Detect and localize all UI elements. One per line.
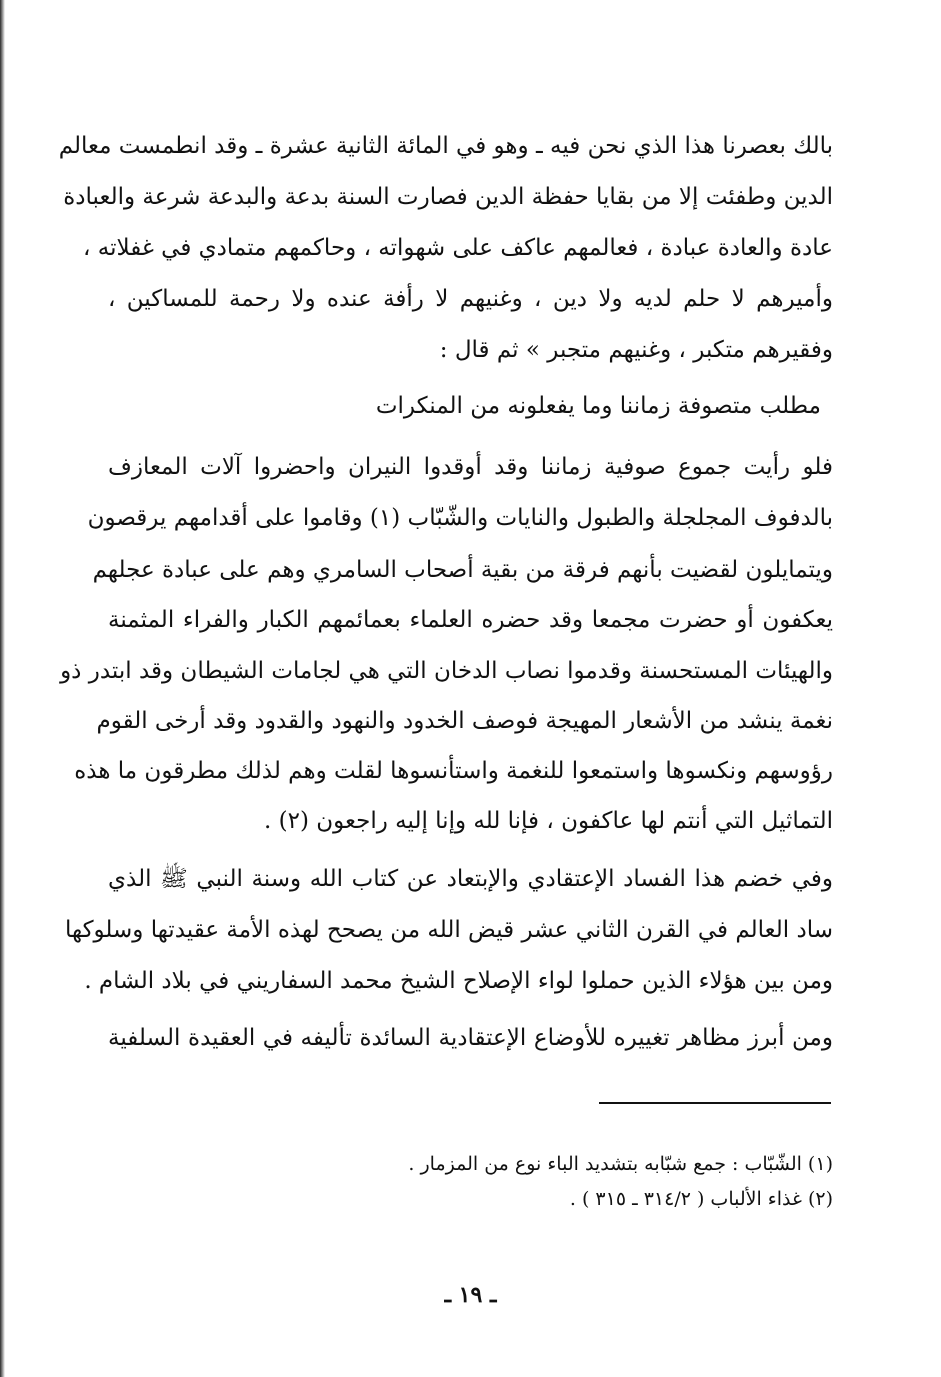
footnote-2: (٢) غذاء الألباب ( ٣١٤/٢ ـ ٣١٥ ) .: [569, 1188, 833, 1210]
body-line: ومن أبرز مظاهر تغييره للأوضاع الإعتقادية السائدة تأليفه في العقيدة السلفية: [108, 1025, 833, 1051]
body-line: والهيئات المستحسنة وقدموا نصاب الدخان التي هي لجامات الشيطان وقد ابتدر ذو: [60, 658, 833, 684]
body-line: الدين وطفئت إلا من بقايا حفظة الدين فصارت السنة بدعة والبدعة شرعة والعبادة: [63, 184, 833, 210]
footnote-1: (١) الشّبّاب : جمع شبّابه بتشديد الباء نوع من المزمار .: [408, 1153, 833, 1175]
body-line: وفقيرهم متكبر ، وغنيهم متجبر » ثم قال :: [439, 337, 833, 363]
body-line: ساد العالم في القرن الثاني عشر قيض الله من يصحح لهذه الأمة عقيدتها وسلوكها: [64, 917, 833, 943]
body-line: رؤوسهم ونكسوها واستمعوا للنغمة واستأنسوها لقلت وهم لذلك مطرقون ما هذه: [74, 758, 833, 784]
body-line: التماثيل التي أنتم لها عاكفون ، فإنا لله وإنا إليه راجعون (٢) .: [264, 808, 833, 834]
section-heading: مطلب متصوفة زماننا وما يفعلونه من المنكرات: [375, 393, 821, 419]
body-line: وفي خضم هذا الفساد الإعتقادي والإبتعاد عن كتاب الله وسنة النبي ﷺ الذي: [108, 866, 833, 892]
page-edge-shadow: [0, 0, 5, 1377]
body-line: يعكفون أو حضرت مجمعا وقد حضره العلماء بعمائمهم الكبار والفراء المثمنة: [108, 607, 833, 633]
body-line: بالك بعصرنا هذا الذي نحن فيه ـ وهو في المائة الثانية عشرة ـ وقد انطمست معالم: [58, 133, 833, 159]
page-number: ـ ١٩ ـ: [444, 1282, 497, 1308]
body-line: وأميرهم لا حلم لديه ولا دين ، وغنيهم لا رأفة عنده ولا رحمة للمساكين ،: [108, 286, 833, 312]
footnote-divider: [599, 1102, 831, 1104]
body-line: فلو رأيت جموع صوفية زماننا وقد أوقدوا النيران واحضروا آلات المعازف: [108, 454, 833, 480]
body-line: بالدفوف المجلجلة والطبول والنايات والشّبّاب (١) وقاموا على أقدامهم يرقصون: [87, 505, 833, 531]
body-line: نغمة ينشد من الأشعار المهيجة فوصف الخدود والنهود والقدود وقد أرخى القوم: [96, 708, 833, 734]
body-line: ويتمايلون لقضيت بأنهم فرقة من بقية أصحاب السامري وهم على عبادة عجلهم: [92, 557, 833, 583]
body-line: ومن بين هؤلاء الذين حملوا لواء الإصلاح الشيخ محمد السفاريني في بلاد الشام .: [84, 968, 833, 994]
body-line: عادة والعادة عبادة ، فعالمهم عاكف على شهواته ، وحاكمهم متمادي في غفلاته ،: [83, 235, 833, 261]
